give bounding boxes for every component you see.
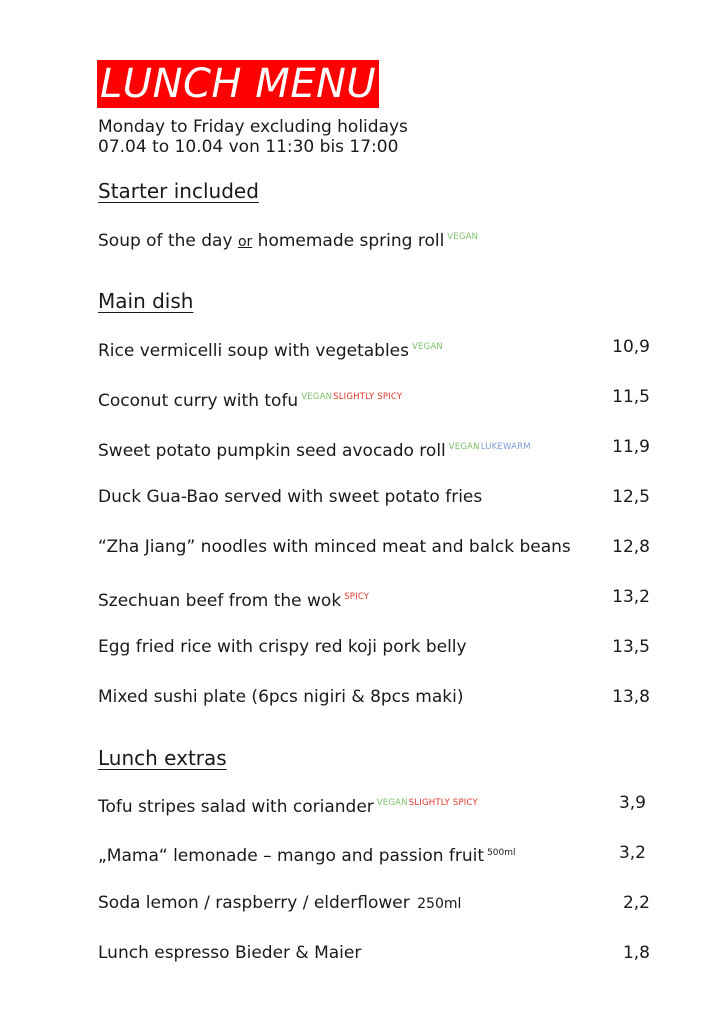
extra-item xyxy=(98,891,650,915)
item-price: 11,5 xyxy=(612,387,650,407)
item-name: Szechuan beef from the wok xyxy=(98,591,342,611)
item-price: 10,9 xyxy=(612,337,650,357)
item-name: Tofu stripes salad with coriander xyxy=(98,797,374,817)
item-name: Rice vermicelli soup with vegetables xyxy=(98,341,409,361)
item-price: 12,8 xyxy=(612,537,650,557)
menu-item xyxy=(98,335,650,359)
extras-heading: Lunch extras xyxy=(98,746,227,770)
item-name: Soda lemon / raspberry / elderflower xyxy=(98,893,410,913)
menu-item xyxy=(98,435,650,459)
item-unit: 500ml xyxy=(487,848,516,858)
item-name: Mixed sushi plate (6pcs nigiri & 8pcs maki) xyxy=(98,687,464,707)
menu-title: LUNCH MENU xyxy=(97,60,379,108)
starter-or: or xyxy=(237,234,253,250)
item-price: 3,2 xyxy=(618,843,646,863)
item-name: „Mama“ lemonade – mango and passion fruit xyxy=(98,846,485,866)
starter-row xyxy=(98,225,650,249)
item-name: Coconut curry with tofu xyxy=(98,391,299,411)
item-price: 11,9 xyxy=(612,437,650,457)
menu-days: Monday to Friday excluding holidays xyxy=(98,117,408,137)
extra-item xyxy=(98,841,650,865)
item-name: Duck Gua-Bao served with sweet potato fries xyxy=(98,487,483,507)
menu-item xyxy=(98,685,650,709)
vegan-tag: VEGAN xyxy=(376,798,408,808)
menu-item xyxy=(98,585,650,609)
lukewarm-tag: LUKEWARM xyxy=(480,442,531,452)
menu-item xyxy=(98,385,650,409)
menu-hours: 07.04 to 10.04 von 11:30 bis 17:00 xyxy=(98,137,399,157)
item-unit: 250ml xyxy=(417,896,462,912)
vegan-tag: VEGAN xyxy=(447,232,479,242)
item-name: Sweet potato pumpkin seed avocado roll xyxy=(98,441,446,461)
vegan-tag: VEGAN xyxy=(448,442,480,452)
starter-heading: Starter included xyxy=(98,179,259,203)
item-price: 12,5 xyxy=(612,487,650,507)
item-price: 3,9 xyxy=(618,793,646,813)
spicy-tag: SLIGHTLY SPICY xyxy=(333,392,403,402)
item-price: 1,8 xyxy=(622,943,650,963)
main-heading: Main dish xyxy=(98,289,194,313)
vegan-tag: VEGAN xyxy=(301,392,333,402)
item-price: 13,2 xyxy=(612,587,650,607)
item-name: Egg fried rice with crispy red koji pork belly xyxy=(98,637,467,657)
vegan-tag: VEGAN xyxy=(412,342,443,352)
starter-roll: homemade spring roll xyxy=(257,231,445,251)
menu-item xyxy=(98,635,650,659)
extra-item xyxy=(98,941,650,965)
item-price: 2,2 xyxy=(622,893,650,913)
menu-item xyxy=(98,485,650,509)
starter-soup: Soup of the day xyxy=(98,231,233,251)
menu-item xyxy=(98,535,650,559)
item-price: 13,8 xyxy=(612,687,650,707)
starter-item xyxy=(98,225,478,254)
item-name: “Zha Jiang” noodles with minced meat and balck beans xyxy=(98,537,571,557)
spicy-tag: SLIGHTLY SPICY xyxy=(408,798,478,808)
spicy-tag: SPICY xyxy=(344,592,370,602)
extra-item xyxy=(98,791,650,815)
item-name: Lunch espresso Bieder & Maier xyxy=(98,943,362,963)
item-price: 13,5 xyxy=(612,637,650,657)
